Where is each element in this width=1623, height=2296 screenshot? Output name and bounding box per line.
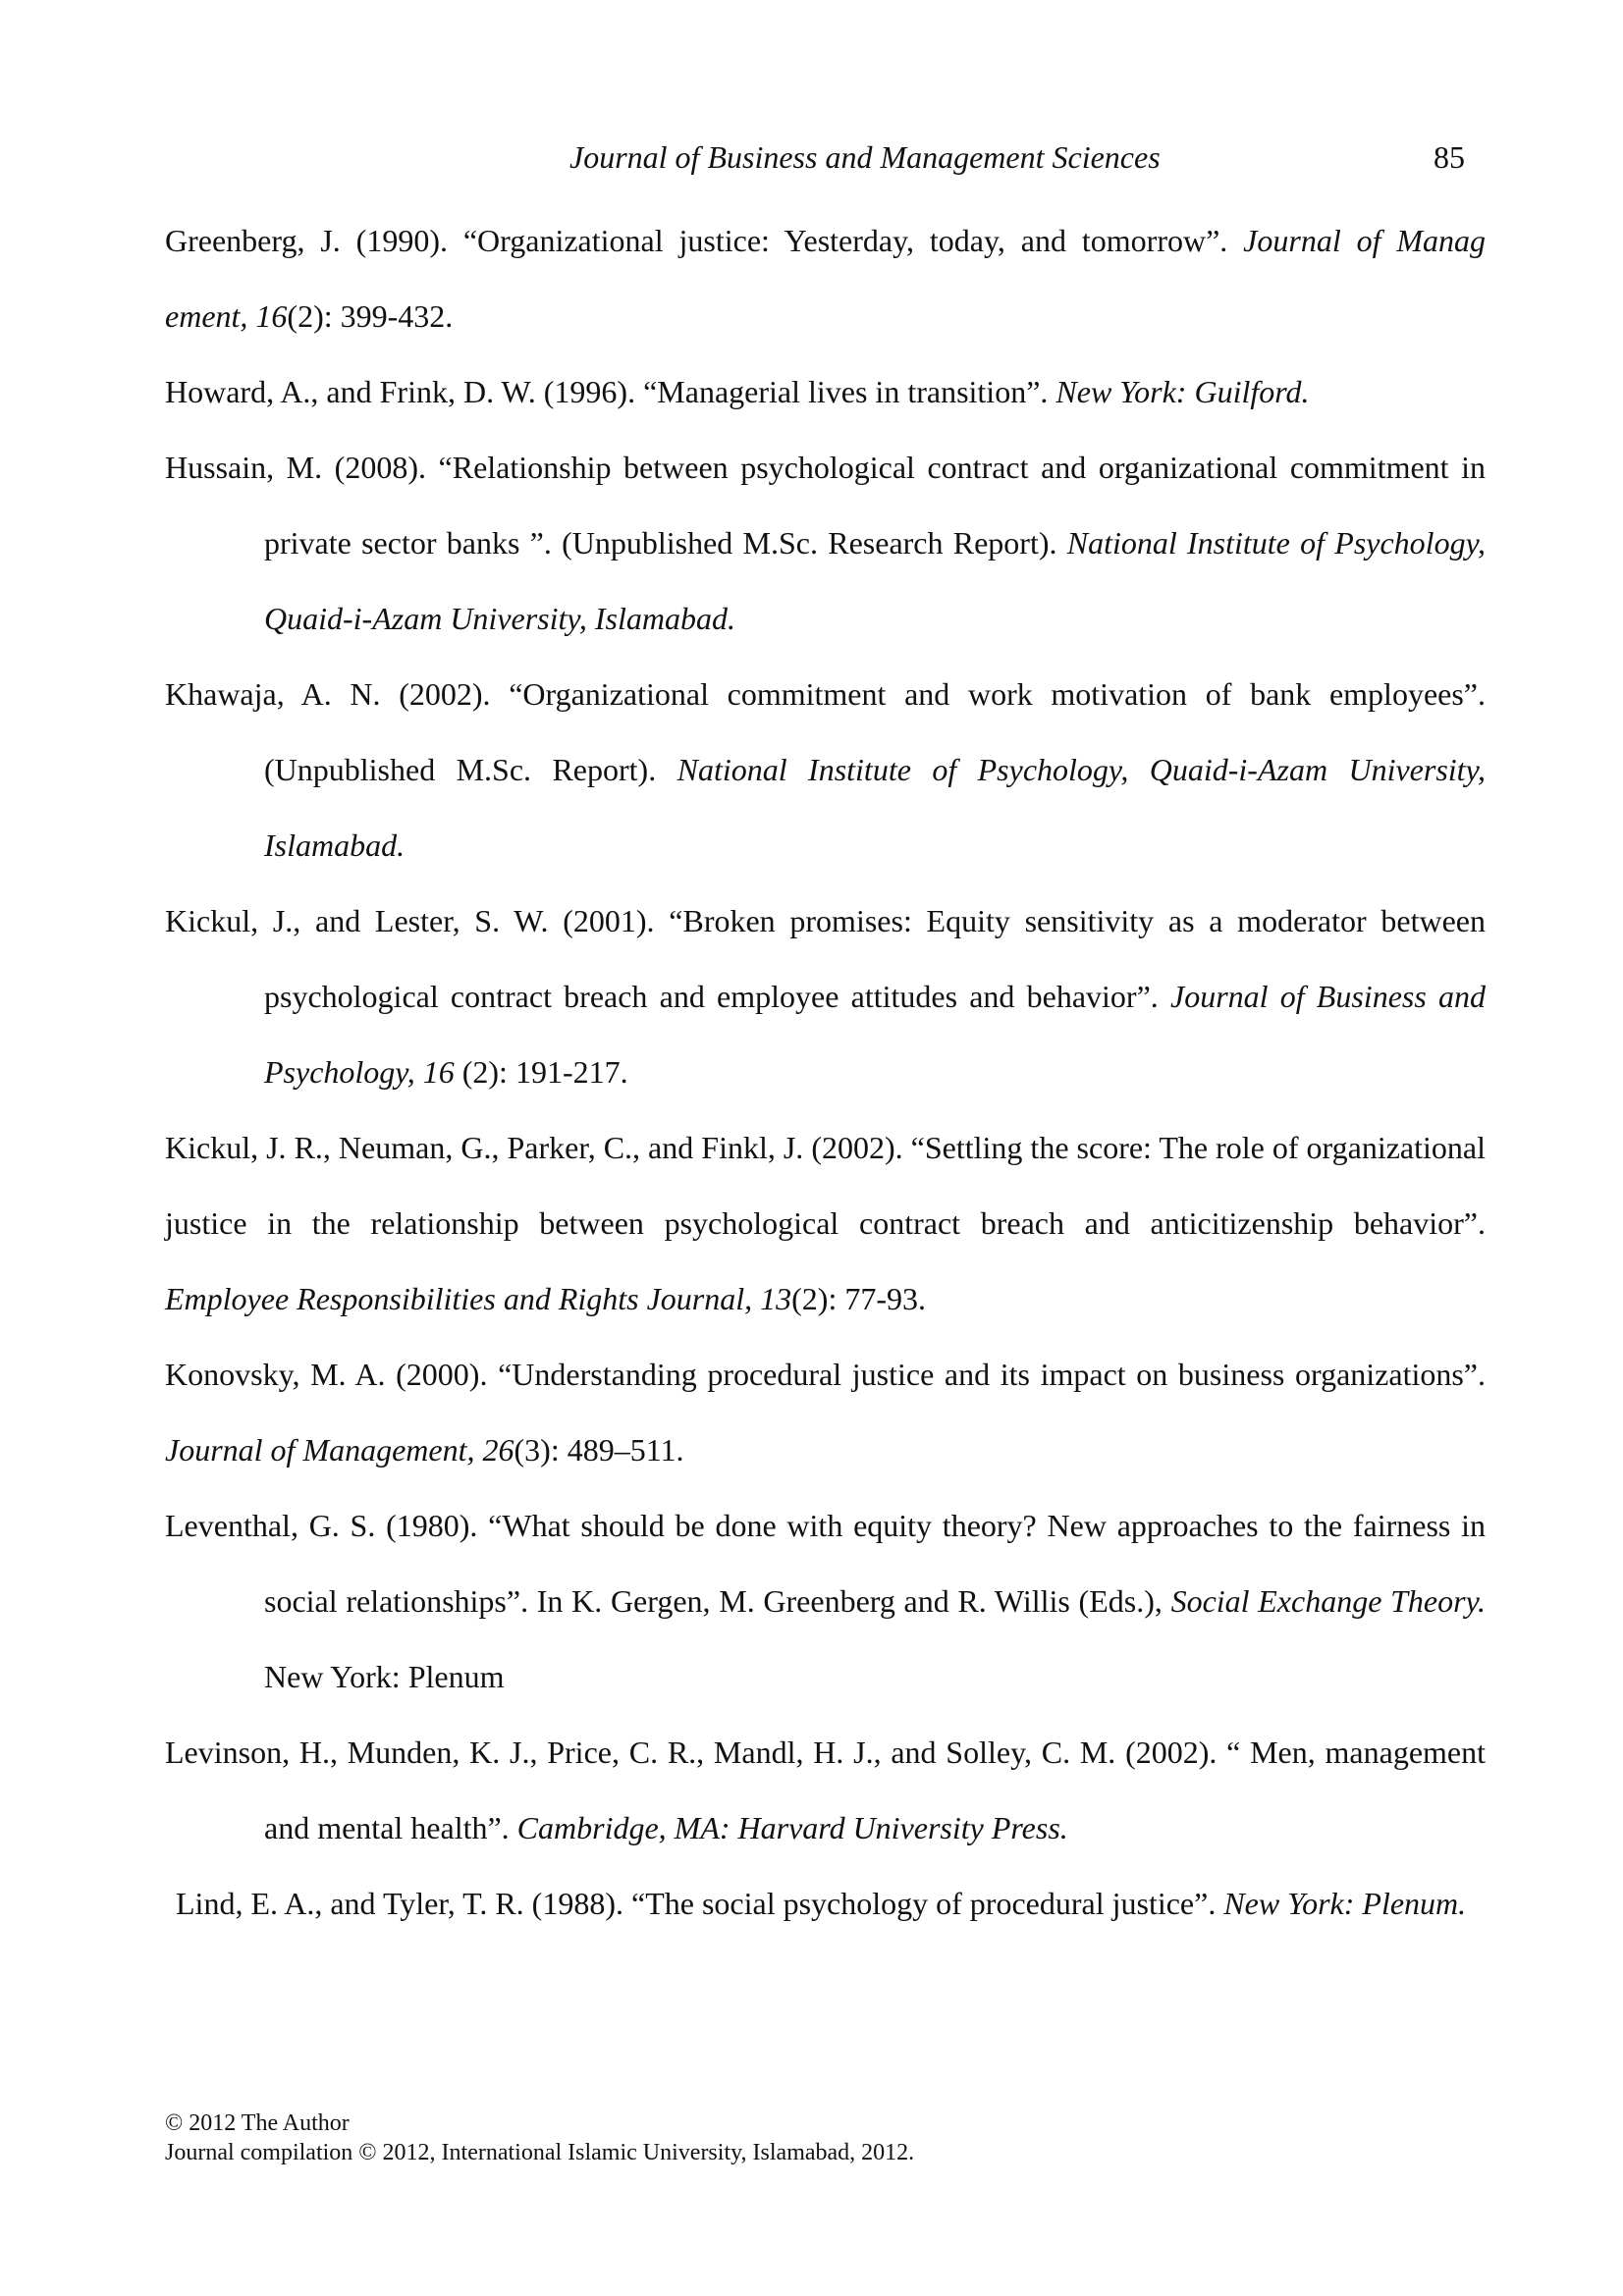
reference-title: “Organizational commitment and work motivation of bank employees”. (Unpublished M.Sc. Report). (264, 676, 1487, 787)
reference-entry (165, 354, 1486, 430)
reference-details: (2): 77-93. (791, 1281, 926, 1316)
reference-source: Journal of Management, 26 (165, 1432, 514, 1468)
reference-authors: Hussain, M. (2008). (165, 450, 439, 485)
reference-source: National Institute of Psychology, Quaid-i-Azam University, Islamabad. (264, 752, 1487, 863)
reference-entry (176, 1866, 1486, 1942)
reference-entry (165, 203, 1486, 354)
reference-title: “The social psychology of procedural justice”. (630, 1886, 1224, 1921)
reference-entry (165, 1337, 1486, 1488)
reference-title: “Understanding procedural justice and its impact on business organizations”. (498, 1357, 1487, 1392)
reference-title: “Broken promises: Equity sensitivity as a moderator between psychological contract breach and employee attitudes and behavior”. (264, 903, 1487, 1014)
reference-source: Journal of Business and Psychology, 16 (264, 979, 1487, 1090)
reference-authors: Konovsky, M. A. (2000). (165, 1357, 499, 1392)
reference-list (165, 203, 1486, 1942)
reference-source: Cambridge, MA: Harvard University Press. (516, 1810, 1068, 1845)
footer-compilation: Journal compilation © 2012, International Islamic University, Islamabad, 2012. (165, 2140, 915, 2165)
reference-source: National Institute of Psychology, Quaid-i-Azam University, Islamabad. (264, 525, 1487, 636)
reference-title: “Relationship between psychological contract and organizational commitment in private sector banks ”. (Unpublished M.Sc. Research Report). (264, 450, 1486, 561)
reference-details: New York: Plenum (264, 1659, 505, 1694)
running-head-journal-title: Journal of Business and Management Sciences (569, 139, 1161, 175)
reference-source: New York: Plenum. (1223, 1886, 1467, 1921)
reference-authors: Khawaja, A. N. (2002). (165, 676, 510, 712)
page-number: 85 (1434, 139, 1465, 175)
reference-authors: Greenberg, J. (1990). (165, 223, 463, 258)
reference-entry (165, 430, 1486, 657)
reference-title: “Settling the score: The role of organizational justice in the relationship between psychological contract breach and anticitizenship behavior”. (165, 1130, 1487, 1241)
reference-title: “Managerial lives in transition”. (643, 374, 1056, 409)
reference-authors: Howard, A., and Frink, D. W. (1996). (165, 374, 644, 409)
reference-entry (165, 883, 1486, 1110)
reference-details: (3): 489–511. (514, 1432, 684, 1468)
reference-authors: Kickul, J. R., Neuman, G., Parker, C., and Finkl, J. (2002). (165, 1130, 911, 1165)
reference-entry (165, 1488, 1486, 1715)
reference-authors: Levinson, H., Munden, K. J., Price, C. R., Mandl, H. J., and Solley, C. M. (2002). (165, 1735, 1227, 1770)
reference-entry (165, 657, 1486, 883)
reference-source: Social Exchange Theory. (1170, 1583, 1487, 1619)
reference-details: (2): 399-432. (287, 298, 454, 334)
reference-entry (165, 1110, 1486, 1337)
reference-entry (165, 1715, 1486, 1866)
footer-copyright: © 2012 The Author (165, 2110, 350, 2136)
reference-title: “ Men, management and mental health”. (264, 1735, 1487, 1845)
reference-source: Employee Responsibilities and Rights Journal, 13 (165, 1281, 792, 1316)
reference-source: Journal of Manag ement, 16 (165, 223, 1486, 334)
page-footer (165, 2109, 914, 2167)
reference-source: New York: Guilford. (1055, 374, 1310, 409)
reference-title: “What should be done with equity theory? New approaches to the fairness in social relationships”. In K. Gergen, M. Greenberg and R. Willis (Eds.), (264, 1508, 1487, 1619)
reference-title: “Organizational justice: Yesterday, today, and tomorrow”. (462, 223, 1244, 258)
reference-authors: Lind, E. A., and Tyler, T. R. (1988). (176, 1886, 631, 1921)
reference-authors: Leventhal, G. S. (1980). (165, 1508, 489, 1543)
reference-details: (2): 191-217. (461, 1054, 628, 1090)
reference-authors: Kickul, J., and Lester, S. W. (2001). (165, 903, 670, 938)
